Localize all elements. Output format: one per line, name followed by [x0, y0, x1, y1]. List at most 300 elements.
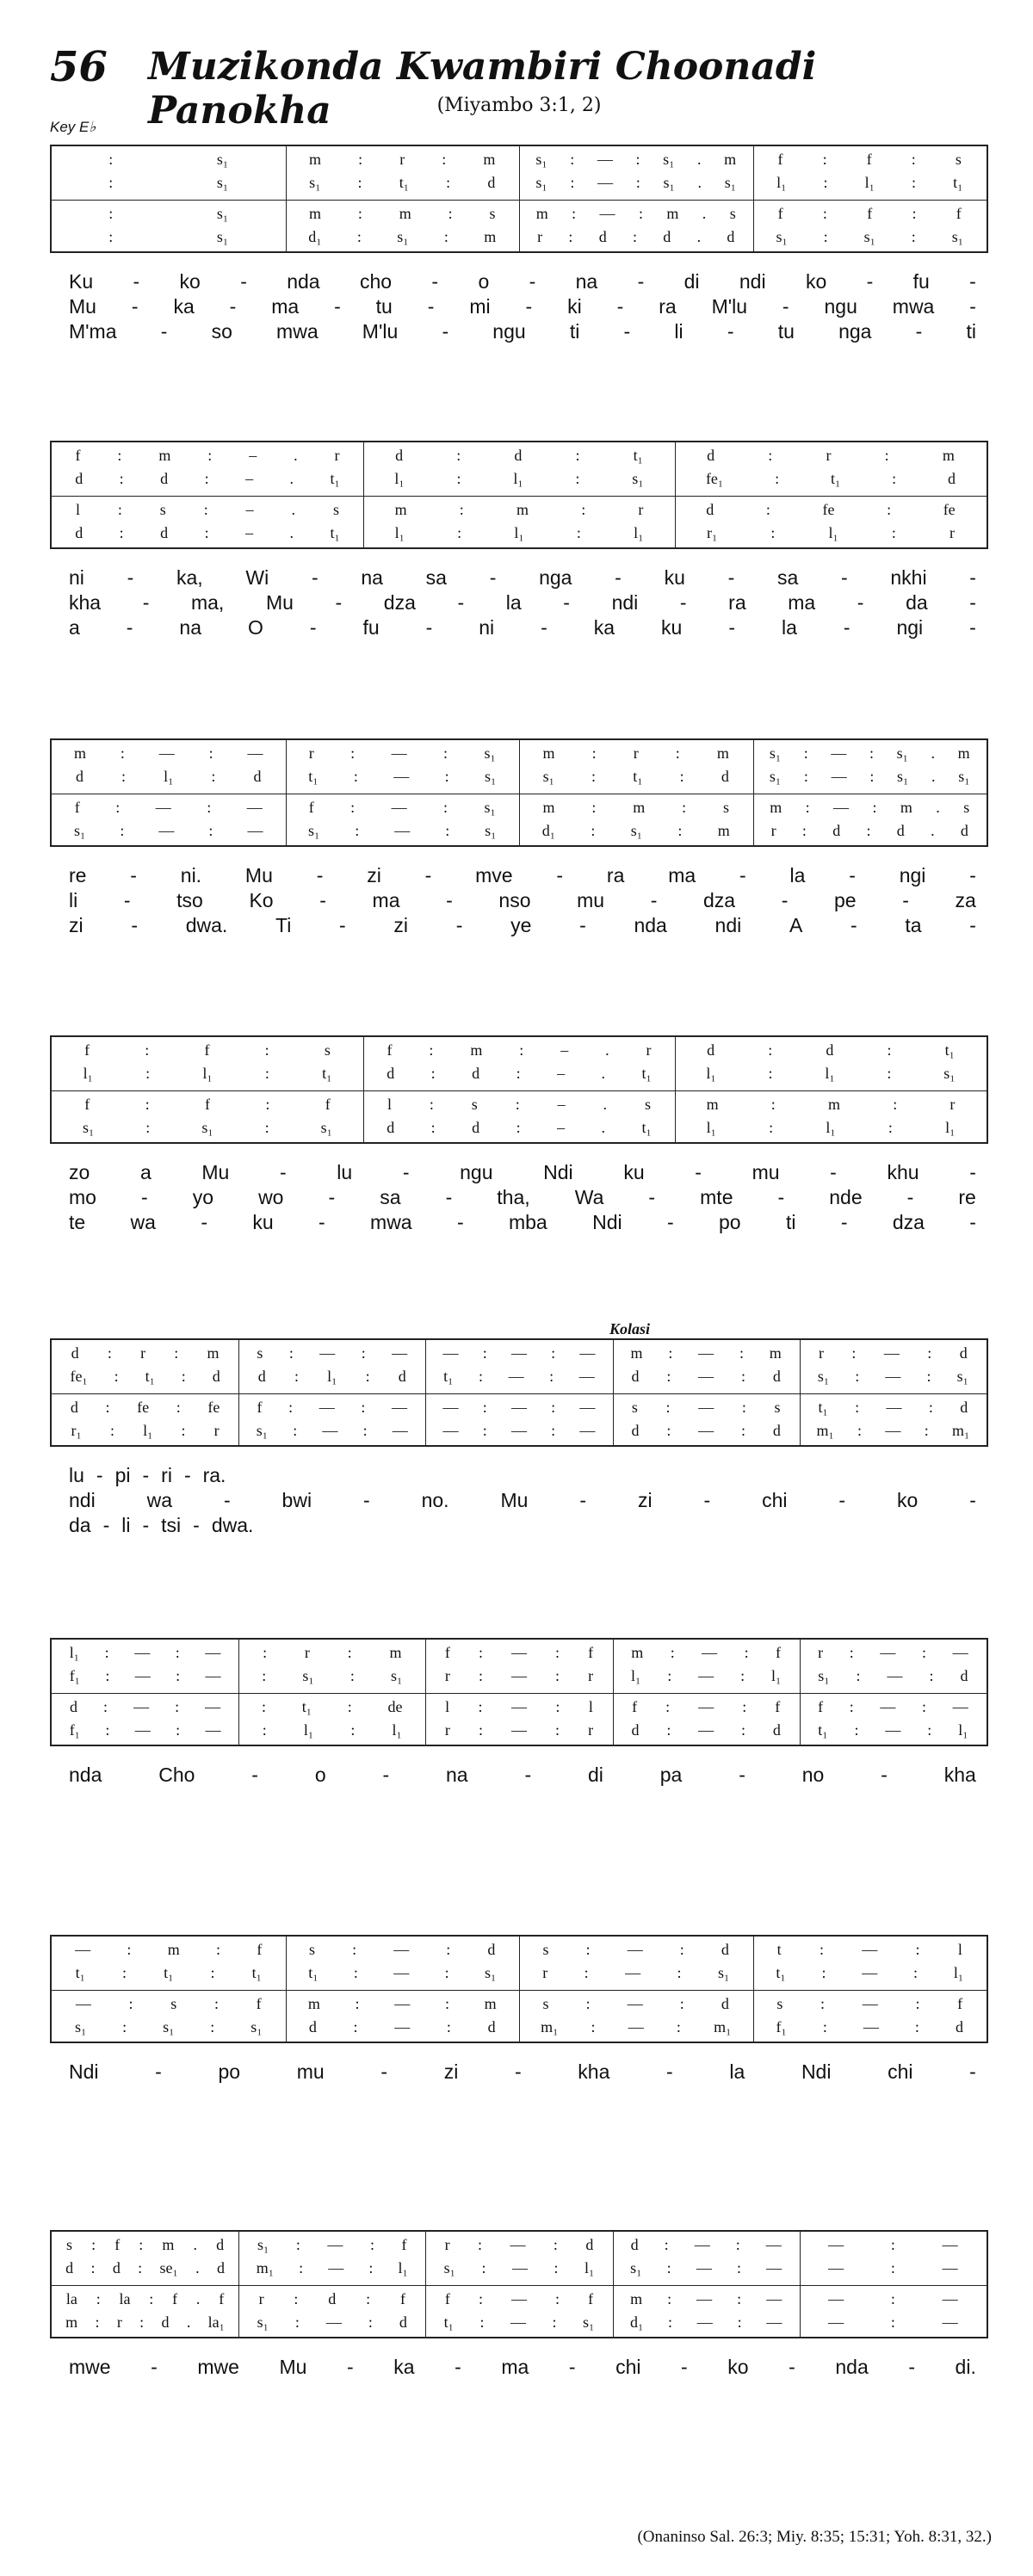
solfa-note: f: [444, 1643, 450, 1661]
solfa-note: t₁: [75, 1963, 85, 1981]
solfa-note: f: [444, 2289, 450, 2307]
lyric-syllable: -: [142, 591, 150, 614]
solfa-note: .: [605, 1041, 609, 1059]
solfa-note: :: [211, 767, 216, 785]
solfa-note: fe: [137, 1398, 150, 1416]
measure: [425, 1640, 612, 1745]
lyric-syllable: ku: [664, 566, 685, 589]
lyric-syllable: ni: [69, 566, 84, 589]
lyric-syllable: la: [505, 591, 522, 614]
solfa-note: :: [551, 1421, 556, 1439]
solfa-note: la: [119, 2289, 131, 2307]
solfa-note: r: [116, 2313, 122, 2331]
voice-line: [57, 1940, 281, 1959]
lyric-syllable: mwe: [69, 2356, 111, 2378]
lyric-syllable: o: [314, 1764, 326, 1786]
solfa-note: s₁: [630, 2258, 642, 2276]
solfa-note: f: [257, 1398, 263, 1416]
solfa-note: :: [347, 1643, 352, 1661]
solfa-note: :: [822, 150, 827, 168]
lyric-syllable: -: [456, 1211, 464, 1233]
solfa-note: :: [677, 821, 683, 839]
solfa-note: d: [663, 227, 671, 245]
solfa-note: —: [442, 1421, 459, 1439]
solfa-note: m: [483, 150, 496, 168]
solfa-note: —: [831, 744, 847, 762]
music-system: [50, 441, 990, 641]
solfa-note: d: [487, 1940, 496, 1958]
voice-line: [291, 2017, 515, 2036]
solfa-note: —: [880, 1643, 896, 1661]
solfa-note: :: [572, 204, 577, 222]
lyric-syllable: da: [906, 591, 928, 614]
solfa-note: :: [575, 446, 580, 464]
lyrics-block: [50, 1764, 990, 1788]
solfa-note: r: [258, 2289, 264, 2307]
solfa-note: :: [770, 1095, 776, 1113]
solfa-note: :: [911, 150, 916, 168]
staff-box: [50, 2230, 988, 2338]
lyric-syllable: -: [969, 1489, 976, 1511]
solfa-note: —: [392, 1398, 408, 1416]
lyric-syllable: -: [514, 2060, 522, 2083]
solfa-note: —: [392, 1344, 408, 1362]
solfa-note: r: [818, 1643, 824, 1661]
lyric-syllable: Mu: [244, 864, 273, 886]
solfa-note: :: [104, 1643, 109, 1661]
solfa-note: —: [394, 1994, 411, 2012]
solfa-note: m: [399, 204, 411, 222]
solfa-note: —: [883, 1344, 900, 1362]
solfa-note: r₁: [71, 1421, 82, 1439]
lyric-syllable: mwa: [892, 295, 935, 318]
lyric-syllable: -: [666, 2060, 673, 2083]
lyric-syllable: ndi: [69, 1489, 96, 1511]
solfa-note: :: [353, 2017, 358, 2035]
solfa-note: —: [698, 1398, 714, 1416]
solfa-note: —: [510, 2289, 527, 2307]
lyric-syllable: sa: [425, 566, 447, 589]
solfa-note: :: [913, 1963, 919, 1981]
solfa-note: r: [646, 1041, 652, 1059]
solfa-note: :: [922, 1697, 927, 1715]
lyric-syllable: -: [579, 914, 586, 936]
voice-line: [57, 1118, 358, 1137]
solfa-note: —: [627, 1994, 643, 2012]
voice-line: [618, 2313, 795, 2332]
solfa-note: d: [772, 1367, 781, 1385]
solfa-note: :: [551, 1398, 556, 1416]
solfa-note: d: [216, 2258, 225, 2276]
solfa-note: :: [356, 227, 362, 245]
measure: [286, 1937, 520, 2042]
lyric-syllable: po: [719, 1211, 741, 1233]
solfa-note: :: [478, 2235, 483, 2253]
lyric-syllable: -: [830, 1161, 837, 1183]
voice-line: [805, 2289, 981, 2308]
lyric-syllable: -: [843, 616, 851, 639]
lyric-syllable: mu: [752, 1161, 780, 1183]
solfa-note: :: [675, 744, 680, 762]
music-system: [50, 1035, 990, 1236]
measure: [613, 1340, 800, 1445]
solfa-note: f: [775, 1697, 781, 1715]
solfa-note: s₁: [216, 204, 229, 222]
solfa-note: r: [949, 523, 955, 541]
solfa-note: :: [122, 2017, 127, 2035]
solfa-note: :: [866, 821, 871, 839]
solfa-note: :: [739, 1344, 744, 1362]
solfa-note: :: [293, 1421, 298, 1439]
lyric-syllable: Ti: [275, 914, 292, 936]
song-title: Muzikonda Kwambiri Choonadi Panokha: [148, 45, 817, 133]
solfa-note: t₁: [633, 446, 643, 464]
solfa-note: :: [823, 227, 828, 245]
solfa-note: :: [914, 2017, 919, 2035]
voice-line: [680, 500, 981, 519]
lyric-syllable: -: [857, 591, 864, 614]
solfa-note: :: [350, 798, 356, 816]
lyric-syllable: -: [881, 1764, 888, 1786]
solfa-note: m₁: [541, 2017, 559, 2035]
solfa-note: t₁: [633, 767, 643, 785]
solfa-note: :: [176, 1720, 181, 1739]
solfa-note: :: [105, 1666, 110, 1684]
solfa-note: :: [350, 744, 356, 762]
solfa-note: s₁: [216, 150, 229, 168]
lyric-syllable: -: [637, 270, 645, 293]
solfa-note: —: [510, 1344, 527, 1362]
lyric-syllable: Cho: [158, 1764, 195, 1786]
solfa-note: d₁: [308, 227, 322, 245]
solfa-note: m₁: [952, 1421, 970, 1439]
lyric-syllable: mi: [469, 295, 491, 318]
solfa-note: m: [167, 1940, 180, 1958]
solfa-note: t₁: [145, 1367, 155, 1385]
solfa-note: l₁: [953, 1963, 964, 1981]
solfa-note: :: [677, 1963, 682, 1981]
lyric-syllable: tu: [375, 295, 393, 318]
lyric-syllable: ra: [606, 864, 625, 886]
solfa-note: —: [625, 1963, 641, 1981]
solfa-note: m: [942, 446, 955, 464]
measure: [286, 740, 520, 845]
solfa-note: s₁: [956, 1367, 968, 1385]
solfa-note: d: [487, 173, 496, 191]
solfa-note: :: [549, 1367, 554, 1385]
solfa-note: :: [591, 798, 597, 816]
solfa-note: :: [262, 1697, 267, 1715]
lyric-syllable: -: [446, 889, 453, 911]
voice-line: [758, 2017, 982, 2036]
lyric-syllable: mo: [69, 1186, 96, 1208]
lyric-syllable: -: [969, 1161, 976, 1183]
lyric-syllable: zi: [443, 2060, 459, 2083]
solfa-note: d: [387, 1118, 395, 1136]
solfa-note: :: [890, 2289, 895, 2307]
solfa-note: s₁: [74, 821, 86, 839]
measure: [519, 146, 753, 251]
solfa-note: :: [516, 1064, 521, 1082]
solfa-note: t₁: [818, 1398, 828, 1416]
solfa-note: :: [892, 469, 897, 487]
solfa-note: :: [352, 1940, 357, 1958]
solfa-note: :: [145, 1118, 151, 1136]
solfa-note: fe₁: [70, 1367, 88, 1385]
solfa-note: :: [666, 1421, 671, 1439]
solfa-note: .: [696, 227, 702, 245]
solfa-note: :: [851, 1344, 857, 1362]
solfa-note: :: [265, 1095, 270, 1113]
lyric-syllable: ti: [569, 320, 580, 343]
solfa-note: —: [394, 2017, 411, 2035]
lyric-syllable: M'lu: [362, 320, 399, 343]
lyric-syllable: ma: [668, 864, 696, 886]
lyric-syllable: Ndi: [801, 2060, 832, 2083]
measure: [800, 1640, 987, 1745]
solfa-note: —: [880, 1697, 896, 1715]
solfa-note: :: [119, 523, 124, 541]
solfa-note: —: [510, 1697, 527, 1715]
solfa-note: :: [108, 227, 114, 245]
solfa-note: :: [355, 821, 360, 839]
solfa-note: :: [801, 821, 807, 839]
solfa-note: :: [869, 767, 875, 785]
voice-line: [430, 1344, 607, 1362]
solfa-note: —: [205, 1643, 221, 1661]
voice-line: [618, 1344, 795, 1362]
lyrics-block: [50, 2356, 990, 2381]
lyric-syllable: kha: [578, 2060, 610, 2083]
solfa-note: l: [445, 1697, 450, 1715]
solfa-note: t₁: [830, 469, 841, 487]
solfa-note: s₁: [390, 1666, 403, 1684]
solfa-note: :: [872, 798, 877, 816]
solfa-note: :: [819, 1940, 824, 1958]
solfa-note: :: [294, 2313, 300, 2331]
solfa-note: :: [822, 2017, 827, 2035]
lyric-syllable: na: [446, 1764, 468, 1786]
solfa-note: —: [766, 2258, 782, 2276]
lyric-syllable: -: [425, 616, 433, 639]
voice-line: [430, 1720, 607, 1739]
solfa-note: de: [387, 1697, 403, 1715]
lyric-syllable: -: [362, 1489, 370, 1511]
measure: [238, 1640, 425, 1745]
solfa-note: s: [542, 1940, 549, 1958]
lyric-syllable: ngi: [896, 616, 924, 639]
lyric-syllable: mve: [475, 864, 513, 886]
solfa-note: f: [256, 1994, 262, 2012]
lyric-syllable: -: [382, 1764, 390, 1786]
voice-line: [57, 1666, 233, 1685]
solfa-note: :: [887, 500, 892, 518]
solfa-note: m: [900, 798, 912, 816]
solfa-note: :: [519, 1041, 524, 1059]
lyric-syllable: mwa: [370, 1211, 412, 1233]
solfa-note: —: [578, 1367, 595, 1385]
solfa-note: d: [75, 523, 84, 541]
lyric-syllable: -: [525, 295, 533, 318]
lyric-syllable: -: [541, 616, 547, 639]
voice-line: [291, 821, 515, 840]
solfa-note: m: [770, 798, 782, 816]
lyric-syllable: -: [650, 889, 658, 911]
solfa-note: —: [698, 1421, 714, 1439]
solfa-note: —: [828, 2258, 844, 2276]
solfa-note: —: [392, 1421, 408, 1439]
lyric-syllable: lu: [337, 1161, 353, 1183]
voice-line: [368, 523, 670, 542]
lyric-syllable: -: [339, 914, 346, 936]
solfa-note: :: [854, 1720, 859, 1739]
solfa-note: —: [627, 1940, 643, 1958]
solfa-note: —: [391, 744, 407, 762]
solfa-note: :: [365, 1367, 370, 1385]
measure: [800, 2232, 987, 2337]
solfa-note: d: [948, 469, 956, 487]
solfa-note: :: [457, 523, 462, 541]
solfa-note: :: [207, 798, 212, 816]
solfa-note: d: [631, 1720, 640, 1739]
solfa-note: :: [553, 2235, 558, 2253]
solfa-note: —: [391, 798, 407, 816]
solfa-note: —: [698, 1344, 714, 1362]
lyric-syllable: zo: [69, 1161, 90, 1183]
voice-line: [57, 1697, 233, 1716]
solfa-note: :: [821, 1963, 826, 1981]
lyric-syllable: ta: [905, 914, 922, 936]
lyric-line: [50, 864, 990, 889]
solfa-note: :: [741, 1720, 746, 1739]
solfa-note: m₁: [256, 2258, 275, 2276]
solfa-note: —: [885, 1367, 901, 1385]
solfa-note: :: [855, 1367, 860, 1385]
solfa-note: :: [927, 1720, 932, 1739]
solfa-note: :: [922, 1643, 927, 1661]
lyric-line: [50, 914, 990, 939]
solfa-note: l₁: [770, 1666, 782, 1684]
lyric-syllable: -: [127, 566, 134, 589]
solfa-note: —: [863, 2017, 879, 2035]
solfa-note: —: [885, 1720, 901, 1739]
voice-line: [805, 1697, 981, 1716]
solfa-note: s₁: [724, 173, 737, 191]
solfa-note: :: [181, 1421, 186, 1439]
solfa-note: d₁: [541, 821, 555, 839]
solfa-note: :: [570, 150, 575, 168]
lyric-syllable: -: [131, 914, 138, 936]
solfa-note: —: [828, 2289, 844, 2307]
solfa-note: :: [90, 2258, 96, 2276]
solfa-note: l₁: [69, 1643, 80, 1661]
voice-line: [680, 1095, 981, 1114]
solfa-note: :: [444, 1994, 449, 2012]
solfa-note: —: [579, 1421, 596, 1439]
solfa-note: :: [294, 1367, 299, 1385]
solfa-note: t₁: [944, 1041, 955, 1059]
solfa-note: l₁: [706, 1064, 716, 1082]
voice-line: [524, 173, 748, 192]
solfa-note: :: [768, 1041, 773, 1059]
solfa-note: s₁: [943, 1064, 956, 1082]
solfa-note: :: [456, 446, 461, 464]
solfa-note: :: [585, 1994, 591, 2012]
solfa-note: —: [319, 1344, 336, 1362]
solfa-note: :: [288, 1344, 294, 1362]
measure: [238, 2232, 425, 2337]
solfa-note: r: [949, 1095, 956, 1113]
lyric-syllable: -: [457, 591, 465, 614]
solfa-note: m: [535, 204, 548, 222]
lyric-syllable: ma: [788, 591, 816, 614]
solfa-note: :: [446, 2017, 451, 2035]
solfa-note: d: [826, 1041, 834, 1059]
lyric-syllable: -: [442, 320, 449, 343]
lyric-syllable: -: [695, 1161, 702, 1183]
voice-line: [57, 1963, 281, 1982]
solfa-note: :: [361, 1344, 366, 1362]
lyric-syllable: -: [915, 320, 923, 343]
lyric-syllable: sa: [776, 566, 799, 589]
solfa-note: s₁: [484, 798, 496, 816]
lyric-syllable: -: [782, 295, 789, 318]
lyric-syllable: ye: [510, 914, 532, 936]
lyric-syllable: -: [739, 1764, 745, 1786]
lyrics-block: [50, 1464, 990, 1539]
solfa-note: :: [114, 1367, 119, 1385]
lyric-syllable: ndi: [714, 914, 742, 936]
solfa-note: —: [510, 2235, 526, 2253]
solfa-note: d: [472, 1118, 480, 1136]
solfa-note: s: [159, 500, 166, 518]
lyric-syllable: wo: [258, 1186, 284, 1208]
lyric-syllable: nso: [498, 889, 531, 911]
solfa-note: l₁: [828, 523, 838, 541]
voice-line: [368, 469, 670, 488]
solfa-note: m: [307, 1994, 320, 2012]
voice-line: [805, 1720, 981, 1739]
solfa-note: :: [175, 1697, 180, 1715]
music-system: [50, 1935, 990, 2085]
solfa-note: s₁: [397, 227, 409, 245]
lyric-syllable: ma: [372, 889, 400, 911]
lyric-syllable: za: [955, 889, 976, 911]
chorus-label: Kolasi: [609, 1320, 651, 1337]
lyric-syllable: -: [431, 270, 439, 293]
solfa-note: :: [823, 173, 828, 191]
solfa-note: :: [664, 2235, 669, 2253]
voice-line: [430, 2289, 607, 2308]
solfa-note: m: [394, 500, 407, 518]
lyric-syllable: zi: [367, 864, 381, 886]
solfa-note: :: [479, 2313, 485, 2331]
solfa-note: —: [628, 2017, 644, 2035]
lyric-syllable: yo: [192, 1186, 214, 1208]
solfa-note: :: [443, 798, 448, 816]
solfa-note: :: [929, 1666, 934, 1684]
solfa-note: :: [551, 1344, 556, 1362]
solfa-note: :: [890, 2235, 895, 2253]
measure: [52, 2232, 238, 2337]
voice-line: [524, 821, 748, 840]
solfa-note: t₁: [818, 1720, 828, 1739]
solfa-note: :: [555, 1697, 560, 1715]
solfa-note: —: [698, 1666, 714, 1684]
solfa-note: :: [353, 767, 358, 785]
solfa-note: r: [444, 1720, 450, 1739]
voice-line: [244, 2289, 420, 2308]
